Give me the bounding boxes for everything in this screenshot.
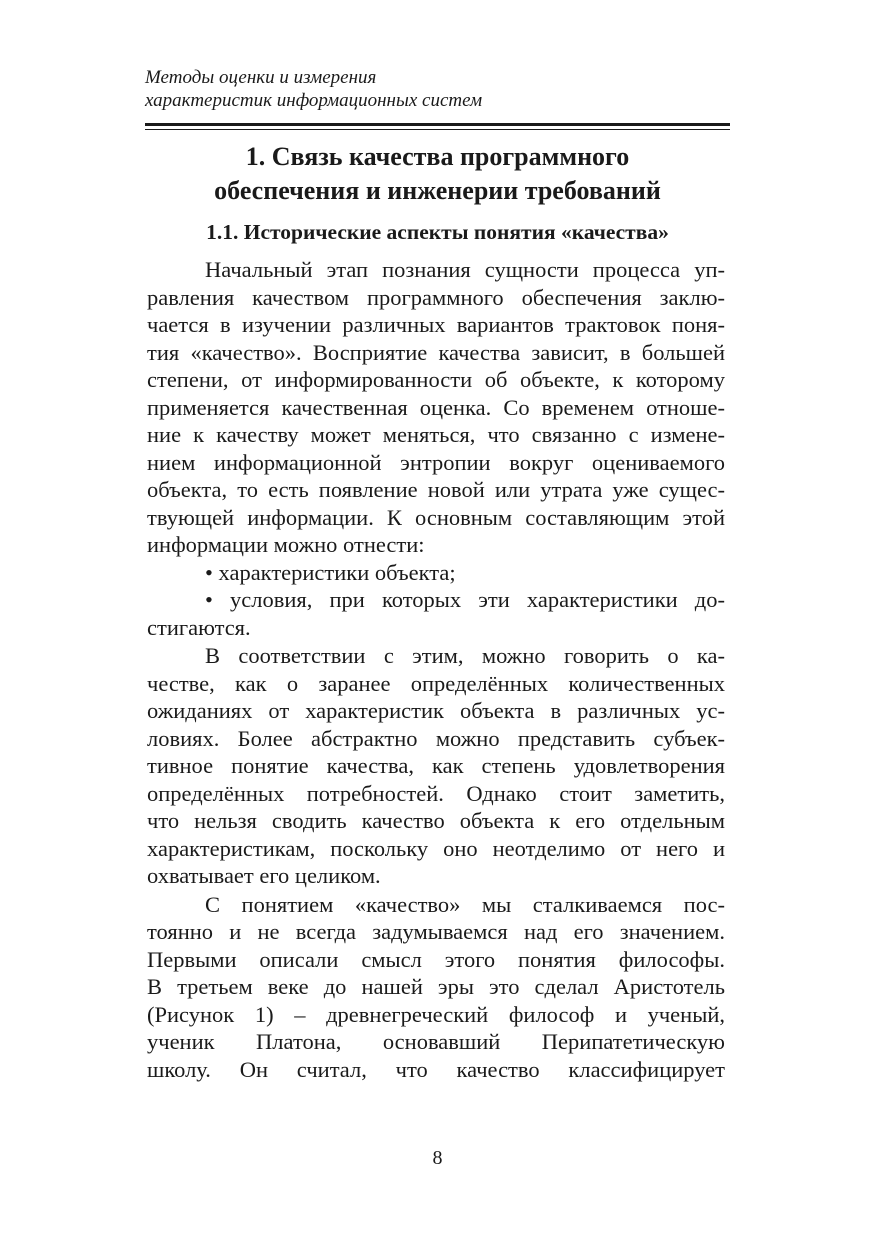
- header-rule-thick: [145, 123, 730, 126]
- text-line: (Рисунок 1) – древнегреческий философ и ученый,: [147, 1001, 725, 1027]
- bullet-item: • характеристики объекта;: [205, 559, 456, 585]
- text-line: стигаются.: [147, 614, 251, 640]
- page-number: 8: [432, 1147, 443, 1169]
- chapter-title-line-1: 1. Связь качества программного: [245, 142, 630, 171]
- text-line: что нельзя сводить качество объекта к его отдельным: [147, 808, 725, 833]
- chapter-title-line-2: обеспечения и инженерии требований: [214, 176, 661, 205]
- running-head-line-2: характеристик информационных систем: [145, 90, 483, 111]
- running-head: [145, 66, 725, 112]
- chapter-title: [145, 140, 730, 208]
- text-line: характеристикам, поскольку оно неотделимо от него и: [147, 835, 725, 861]
- body-text: [147, 256, 725, 1083]
- text-line: информации можно отнести:: [147, 532, 425, 557]
- text-line: тия «качество». Восприятие качества зависит, в большей: [147, 339, 725, 365]
- running-head-line-1: Методы оценки и измерения: [145, 67, 377, 88]
- text-line: объекта, то есть появление новой или утрата уже сущес-: [147, 477, 725, 502]
- text-line: равления качеством программного обеспечения заклю-: [147, 284, 725, 310]
- text-line: чается в изучении различных вариантов трактовок поня-: [147, 312, 725, 337]
- text-line: ожиданиях от характеристик объекта в различных ус-: [147, 698, 725, 723]
- bullet-item: • условия, при которых эти характеристики до-: [205, 587, 725, 612]
- text-line: тоянно и не всегда задумываемся над его значением.: [147, 919, 725, 944]
- section-title: 1.1. Исторические аспекты понятия «качества»: [206, 220, 669, 244]
- text-line: ловиях. Более абстрактно можно представить субъек-: [147, 725, 725, 751]
- text-line: Начальный этап познания сущности процесса уп-: [205, 257, 725, 282]
- text-line: ние к качеству может меняться, что связанно с измене-: [147, 422, 725, 447]
- text-line: В третьем веке до нашей эры это сделал Аристотель: [147, 974, 725, 999]
- text-line: охватывает его целиком.: [147, 863, 381, 888]
- text-line: С понятием «качество» мы сталкиваемся пос-: [205, 891, 725, 917]
- text-line: ученик Платона, основавший Перипатетическую: [147, 1029, 725, 1054]
- text-line: честве, как о заранее определённых количественных: [147, 670, 725, 696]
- text-line: твующей информации. К основным составляющим этой: [147, 504, 725, 530]
- text-line: нием информационной энтропии вокруг оцениваемого: [147, 449, 725, 475]
- text-line: применяется качественная оценка. Со временем отноше-: [147, 394, 725, 420]
- header-rule-thin: [145, 129, 730, 130]
- text-line: школу. Он считал, что качество классифицирует: [147, 1056, 725, 1082]
- text-line: степени, от информированности об объекте, к которому: [147, 367, 725, 392]
- text-line: Первыми описали смысл этого понятия философы.: [147, 946, 725, 972]
- text-line: тивное понятие качества, как степень удовлетворения: [147, 753, 725, 778]
- text-line: В соответствии с этим, можно говорить о ка-: [205, 643, 725, 668]
- text-line: определённых потребностей. Однако стоит заметить,: [147, 780, 725, 806]
